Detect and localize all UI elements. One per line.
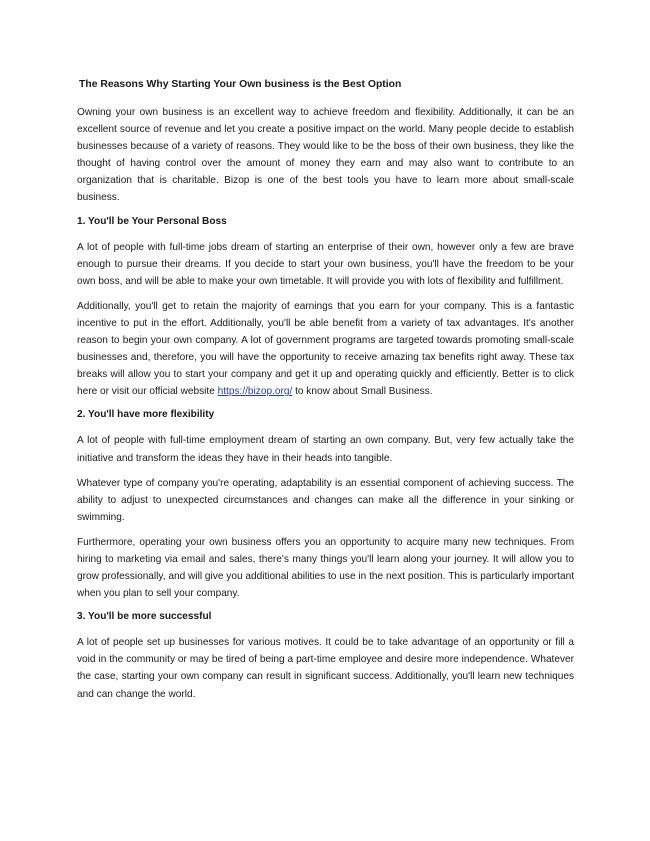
section-1-paragraph-1: A lot of people with full-time jobs dream of starting an enterprise of their own, however only a few are brave enough to pursue their dreams. If you decide to start your own business, you'll have the freedom to be your own boss, and will be able to make your own timetable. It will provide you with lots of flexibility and fulfillment.	[77, 241, 574, 287]
intro-paragraph: Owning your own business is an excellent way to achieve freedom and flexibility. Additionally, it can be an excellent source of revenue and let you create a positive impact on the world. Many people decide to establish businesses because of a variety of reasons. They would like to be the boss of their own business, they like the thought of having control over the amount of money they earn and may also want to contribute to an organization that is charitable. Bizop is one of the best tools you have to learn more about small-scale business.	[77, 107, 574, 204]
section-1-heading: 1. You'll be Your Personal Boss	[77, 215, 227, 227]
section-1-paragraph-2	[77, 298, 574, 401]
section-1-paragraph-2-tail: to know about Small Business.	[292, 386, 433, 398]
section-3-heading: 3. You'll be more successful	[77, 611, 212, 623]
section-1-paragraph-2-text: Additionally, you'll get to retain the majority of earnings that you earn for your company. This is a fantastic incentive to put in the effort. Additionally, you'll be able benefit from a variety of tax advantages. It's another reason to begin your own company. A lot of government programs are targeted towards promoting small-scale businesses and, therefore, you will have the opportunity to receive amazing tax benefits right away. These tax breaks will allow you to start your company and get it up and operating quickly and efficiently. Better is to click here or visit our official website	[77, 300, 574, 398]
bizop-website-link[interactable]: https://bizop.org/	[217, 386, 293, 398]
section-2-paragraph-2: Whatever type of company you're operating, adaptability is an essential component of achieving success. The ability to adjust to unexpected circumstances and changes can make all the difference in your sinking or swimming.	[77, 477, 574, 523]
document-title: The Reasons Why Starting Your Own business is the Best Option	[79, 79, 402, 90]
section-2-heading: 2. You'll have more flexibility	[77, 409, 215, 421]
section-2-paragraph-1: A lot of people with full-time employment dream of starting an own company. But, very few actually take the initiative and transform the ideas they have in their heads into tangible.	[77, 435, 574, 464]
section-3-paragraph-1: A lot of people set up businesses for various motives. It could be to take advantage of an opportunity or fill a void in the community or may be tired of being a part-time employee and desire more independence. Whatever the case, starting your own company can result in significant success. Additionally, you'll learn new techniques and can change the world.	[77, 637, 574, 700]
section-2-paragraph-3: Furthermore, operating your own business offers you an opportunity to acquire many new techniques. From hiring to marketing via email and sales, there's many things you'll learn along your journey. It will allow you to grow professionally, and will give you additional abilities to use in the next position. This is particularly important when you plan to sell your company.	[77, 536, 574, 600]
document-page	[77, 78, 574, 711]
